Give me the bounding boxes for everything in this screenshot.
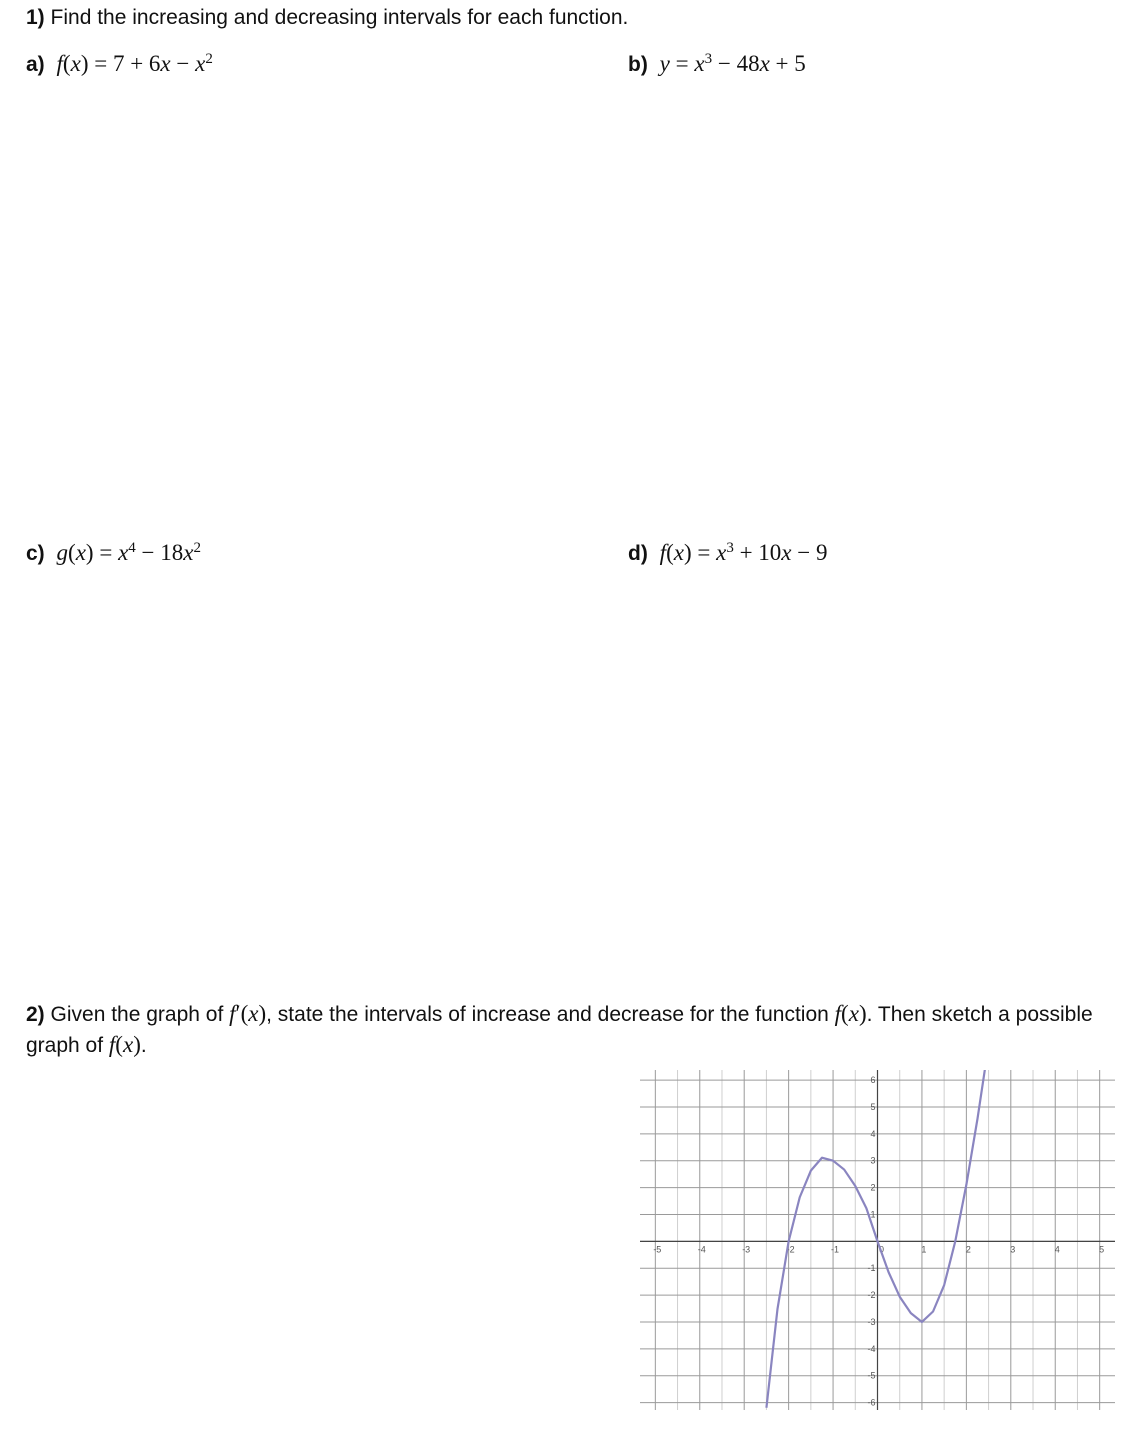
- x-tick-label: 5: [1099, 1244, 1105, 1255]
- equation: $g(x) = x^4 - 18x^2$: [56, 539, 201, 565]
- x-tick-label: 4: [1054, 1244, 1060, 1255]
- y-tick-label: -3: [867, 1316, 876, 1327]
- derivative-notation: f′(x): [229, 1001, 267, 1026]
- y-tick-label: 5: [870, 1101, 876, 1112]
- x-tick-label: -2: [786, 1244, 795, 1255]
- problem-label: c): [26, 542, 45, 565]
- x-tick-label: -5: [653, 1244, 662, 1255]
- y-tick-label: 6: [870, 1075, 876, 1086]
- y-tick-label: -5: [867, 1370, 876, 1381]
- equation: $f(x) = x^3 + 10x - 9$: [659, 539, 828, 565]
- equation: $y = x^3 - 48x + 5$: [659, 50, 806, 76]
- equation: $f(x) = 7 + 6x - x^2$: [56, 50, 213, 76]
- problem-c: [26, 540, 201, 566]
- y-tick-label: 1: [870, 1209, 876, 1220]
- derivative-graph: [640, 1070, 1115, 1410]
- y-tick-label: -6: [867, 1397, 876, 1408]
- problem-b: [628, 51, 806, 77]
- x-tick-label: 2: [965, 1244, 971, 1255]
- problem-label: a): [26, 53, 45, 76]
- question-prompt-4: .: [140, 1034, 147, 1057]
- x-tick-label: -3: [742, 1244, 751, 1255]
- y-tick-label: -1: [867, 1263, 876, 1274]
- question-2-heading: [26, 999, 1136, 1061]
- x-tick-label: 1: [921, 1244, 927, 1255]
- question-1-heading: [26, 3, 628, 33]
- function-notation: f(x): [834, 1001, 867, 1026]
- question-prompt-2: , state the intervals of increase and decrease for the function: [266, 1003, 829, 1026]
- y-tick-label: 3: [870, 1155, 876, 1166]
- question-prompt: Find the increasing and decreasing intervals for each function.: [50, 6, 629, 29]
- y-tick-label: 2: [870, 1182, 876, 1193]
- question-prompt-1: Given the graph of: [50, 1003, 224, 1026]
- x-tick-label: -4: [697, 1244, 706, 1255]
- origin-label: 0: [878, 1244, 885, 1255]
- x-tick-label: -1: [831, 1244, 840, 1255]
- question-number: 2): [26, 1003, 45, 1026]
- question-number: 1): [26, 6, 45, 29]
- problem-d: [628, 540, 828, 566]
- question-prompt-3: . Then sketch a possible graph of: [26, 1003, 1093, 1057]
- problem-label: d): [628, 542, 648, 565]
- x-tick-label: 3: [1010, 1244, 1016, 1255]
- y-tick-label: 4: [870, 1128, 876, 1139]
- y-tick-label: -2: [867, 1290, 876, 1301]
- problem-a: [26, 51, 213, 77]
- y-tick-label: -4: [867, 1343, 876, 1354]
- problem-label: b): [628, 53, 648, 76]
- function-notation: f(x): [108, 1032, 141, 1057]
